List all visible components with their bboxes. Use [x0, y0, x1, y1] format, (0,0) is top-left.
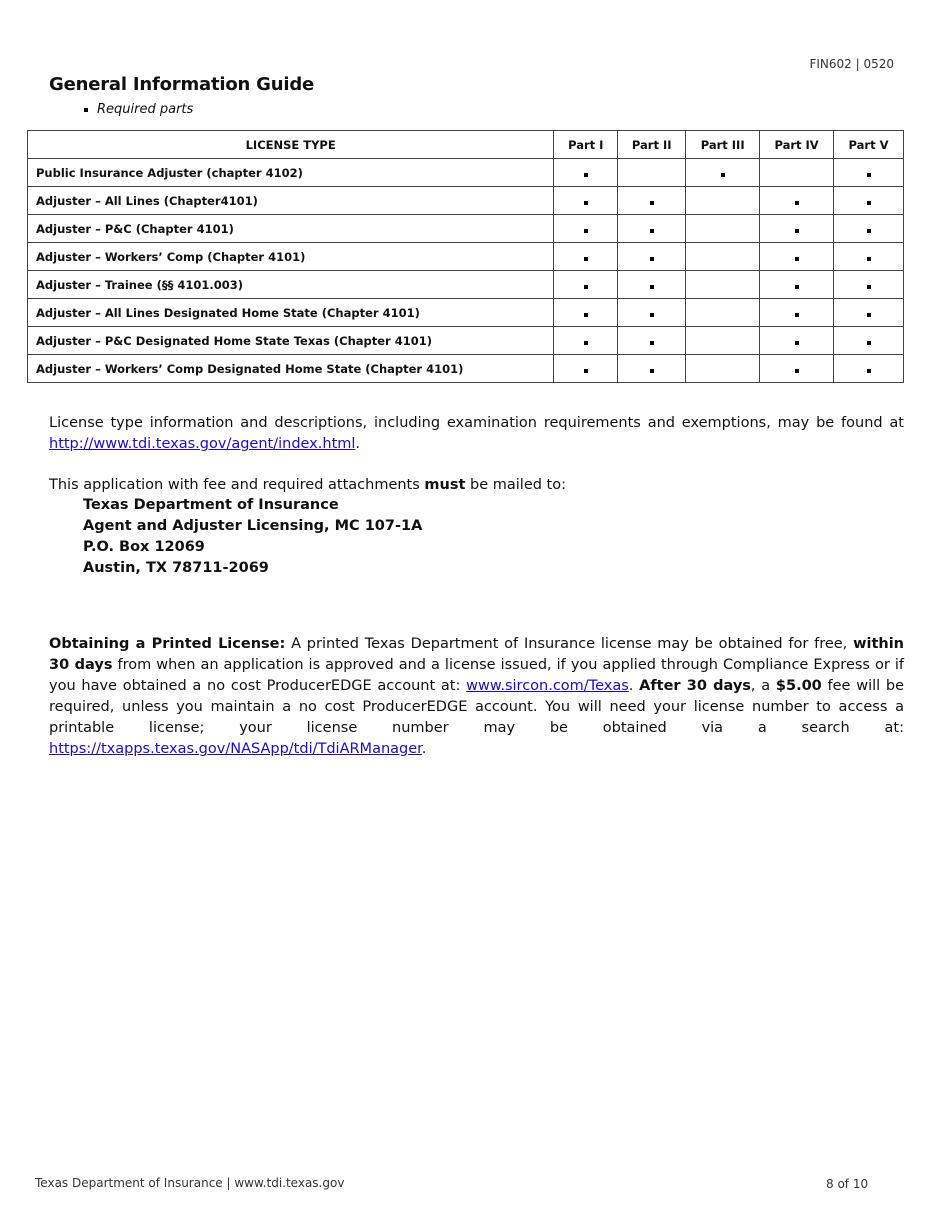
license-type-cell: Adjuster – All Lines (Chapter4101): [28, 187, 554, 215]
part-5-cell: [834, 215, 904, 243]
required-square-icon: [795, 369, 799, 373]
part-2-cell: [618, 215, 686, 243]
table-row: [28, 327, 904, 355]
page-number: 8 of 10: [826, 1177, 869, 1191]
part-2-cell: [618, 243, 686, 271]
part-3-cell: [686, 159, 760, 187]
part-3-cell: [686, 215, 760, 243]
part-3-cell: [686, 355, 760, 383]
part-1-cell: [554, 355, 618, 383]
legend-label: Required parts: [97, 102, 194, 117]
part-5-cell: [834, 187, 904, 215]
part-3-cell: [686, 299, 760, 327]
license-type-cell: Adjuster – Workers’ Comp Designated Home State (Chapter 4101): [28, 355, 554, 383]
required-square-icon: [795, 229, 799, 233]
table-header-row: [28, 131, 904, 159]
part-5-cell: [834, 159, 904, 187]
column-header-part-2: Part II: [618, 131, 686, 159]
part-3-cell: [686, 187, 760, 215]
part-3-cell: [686, 243, 760, 271]
required-square-icon: [867, 201, 871, 205]
part-4-cell: [760, 159, 834, 187]
license-type-table: [27, 130, 904, 383]
required-square-icon: [867, 229, 871, 233]
part-4-cell: [760, 355, 834, 383]
required-square-icon: [867, 285, 871, 289]
license-type-cell: Adjuster – P&C (Chapter 4101): [28, 215, 554, 243]
required-square-icon: [650, 201, 654, 205]
printed-license-bold-1: within 30 days: [49, 636, 905, 673]
table-row: [28, 355, 904, 383]
column-header-part-1: Part I: [554, 131, 618, 159]
printed-license-text-2: from when an application is approved and a license issued, if you applied through Compliance Express or if you have obtained a no cost ProducerEDGE account at:: [49, 657, 905, 694]
required-square-icon: [795, 201, 799, 205]
required-square-icon: [584, 201, 588, 205]
part-4-cell: [760, 327, 834, 355]
license-type-cell: Adjuster – P&C Designated Home State Texas (Chapter 4101): [28, 327, 554, 355]
required-square-icon: [867, 369, 871, 373]
required-square-icon: [650, 285, 654, 289]
printed-license-text-3: .: [628, 678, 634, 694]
part-1-cell: [554, 243, 618, 271]
part-4-cell: [760, 187, 834, 215]
tdi-agent-link[interactable]: http://www.tdi.texas.gov/agent/index.html: [49, 436, 356, 452]
page-title: General Information Guide: [49, 74, 315, 95]
license-table-body: [28, 159, 904, 383]
part-5-cell: [834, 327, 904, 355]
required-square-icon: [795, 257, 799, 261]
column-header-part-4: Part IV: [760, 131, 834, 159]
required-square-icon: [867, 257, 871, 261]
footer-agency: Texas Department of Insurance | www.tdi.texas.gov: [35, 1176, 345, 1190]
license-type-cell: Adjuster – Trainee (§§ 4101.003): [28, 271, 554, 299]
part-1-cell: [554, 271, 618, 299]
license-type-cell: Adjuster – All Lines Designated Home State (Chapter 4101): [28, 299, 554, 327]
part-1-cell: [554, 159, 618, 187]
part-5-cell: [834, 299, 904, 327]
address-line: Agent and Adjuster Licensing, MC 107-1A: [83, 518, 423, 534]
part-3-cell: [686, 327, 760, 355]
table-row: [28, 215, 904, 243]
part-5-cell: [834, 271, 904, 299]
required-square-icon: [867, 341, 871, 345]
required-parts-legend: [84, 102, 193, 117]
printed-license-text-1: A printed Texas Department of Insurance license may be obtained for free,: [291, 636, 848, 652]
part-2-cell: [618, 187, 686, 215]
part-2-cell: [618, 327, 686, 355]
part-2-cell: [618, 159, 686, 187]
column-header-part-5: Part V: [834, 131, 904, 159]
license-info-paragraph: [49, 413, 904, 455]
part-2-cell: [618, 271, 686, 299]
column-header-part-3: Part III: [686, 131, 760, 159]
part-1-cell: [554, 215, 618, 243]
required-square-icon: [650, 341, 654, 345]
address-line: Texas Department of Insurance: [83, 497, 339, 513]
required-square-icon: [584, 229, 588, 233]
mailing-instruction: [49, 475, 904, 496]
license-info-text: License type information and descriptions, including examination requirements and exemptions, may be found at: [49, 415, 904, 431]
required-square-icon: [650, 229, 654, 233]
required-square-icon: [650, 313, 654, 317]
part-2-cell: [618, 299, 686, 327]
required-square-icon: [584, 313, 588, 317]
required-square-icon: [584, 257, 588, 261]
table-row: [28, 159, 904, 187]
part-4-cell: [760, 243, 834, 271]
part-1-cell: [554, 187, 618, 215]
form-code: FIN602 | 0520: [809, 57, 894, 71]
required-square-icon: [795, 285, 799, 289]
part-3-cell: [686, 271, 760, 299]
part-1-cell: [554, 327, 618, 355]
table-row: [28, 187, 904, 215]
printed-license-bold-2: After 30 days: [639, 678, 751, 694]
required-square-icon: [584, 369, 588, 373]
required-square-icon: [867, 313, 871, 317]
part-1-cell: [554, 299, 618, 327]
required-square-icon: [584, 173, 588, 177]
mail-must: must: [424, 477, 466, 493]
required-square-icon: [721, 173, 725, 177]
required-square-icon: [650, 257, 654, 261]
mail-text-before: This application with fee and required attachments: [49, 477, 420, 493]
printed-license-paragraph: [49, 634, 904, 760]
part-4-cell: [760, 299, 834, 327]
mail-text-after: be mailed to:: [470, 477, 566, 493]
license-type-cell: Adjuster – Workers’ Comp (Chapter 4101): [28, 243, 554, 271]
printed-license-text-6: .: [421, 741, 427, 757]
address-line: Austin, TX 78711-2069: [83, 560, 269, 576]
required-square-icon: [584, 285, 588, 289]
required-square-icon: [795, 341, 799, 345]
required-square-icon: [867, 173, 871, 177]
printed-license-heading: Obtaining a Printed License:: [49, 636, 286, 652]
txapps-search-link[interactable]: https://txapps.texas.gov/NASApp/tdi/TdiARManager: [49, 741, 422, 757]
required-square-icon: [650, 369, 654, 373]
required-square-icon: [795, 313, 799, 317]
license-info-end: .: [355, 436, 361, 452]
sircon-link[interactable]: www.sircon.com/Texas: [466, 678, 629, 694]
printed-license-text-4: , a: [750, 678, 771, 694]
part-2-cell: [618, 355, 686, 383]
table-row: [28, 271, 904, 299]
part-5-cell: [834, 355, 904, 383]
part-4-cell: [760, 215, 834, 243]
printed-license-bold-3: $5.00: [775, 678, 822, 694]
square-bullet-icon: [84, 108, 88, 112]
printed-license-text-5: fee will be required, unless you maintain a no cost ProducerEDGE account. You will need your license number to access a printable license; your license number may be obtained via a search at:: [49, 678, 905, 736]
table-row: [28, 243, 904, 271]
part-5-cell: [834, 243, 904, 271]
required-square-icon: [584, 341, 588, 345]
table-row: [28, 299, 904, 327]
license-type-cell: Public Insurance Adjuster (chapter 4102): [28, 159, 554, 187]
column-header-license-type: LICENSE TYPE: [28, 131, 554, 159]
address-line: P.O. Box 12069: [83, 539, 205, 555]
mailing-address: [83, 495, 422, 579]
part-4-cell: [760, 271, 834, 299]
